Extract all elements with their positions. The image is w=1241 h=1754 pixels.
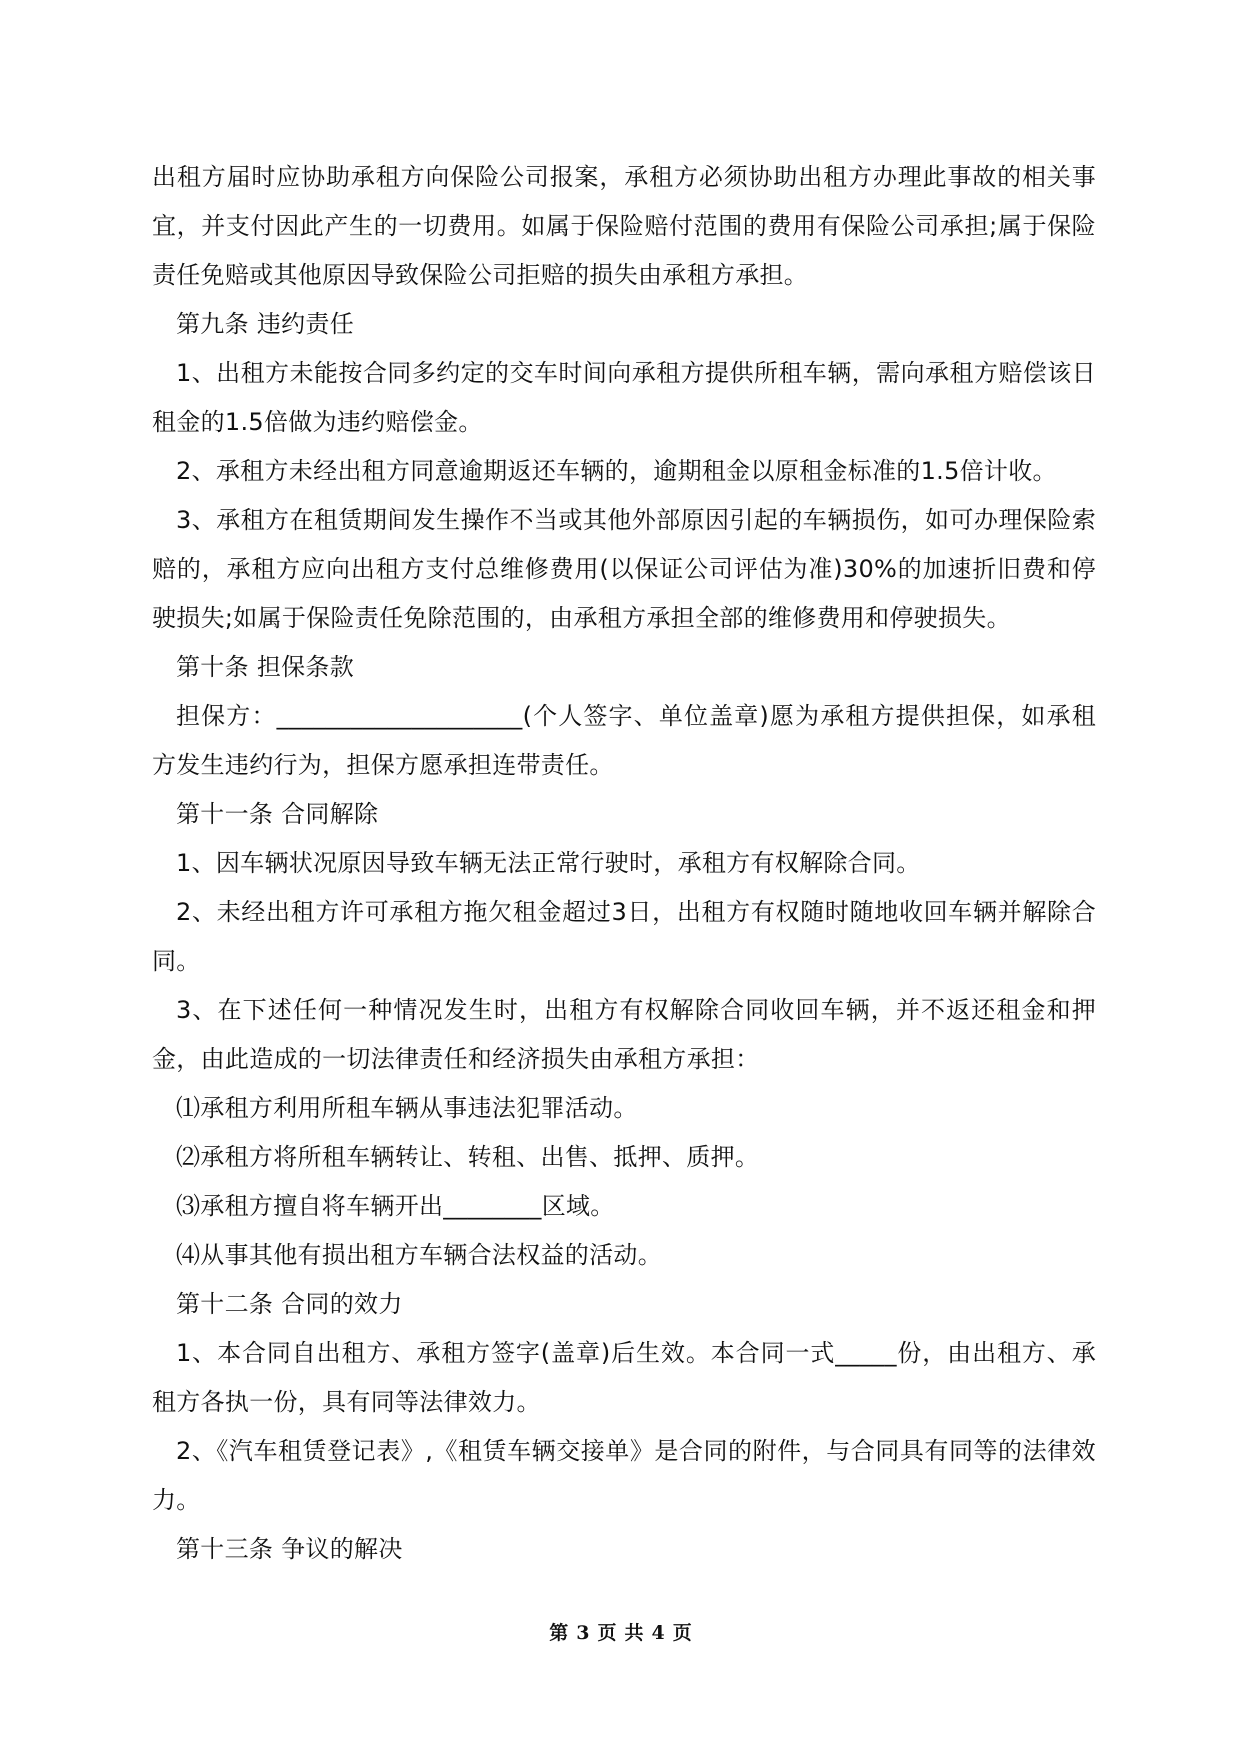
page-footer (0, 1618, 1241, 1645)
footer-current-page: 3 (576, 1622, 590, 1644)
paragraph: 出租方届时应协助承租方向保险公司报案，承租方必须协助出租方办理此事故的相关事宜，并支付因此产生的一切费用。如属于保险赔付范围的费用有保险公司承担;属于保险责任免赔或其他原因导致保险公司拒赔的损失由承租方承担。 (152, 163, 1096, 289)
paragraph: 3、在下述任何一种情况发生时，出租方有权解除合同收回车辆，并不返还租金和押金，由此造成的一切法律责任和经济损失由承租方承担： (152, 996, 1096, 1073)
paragraph: 第十二条 合同的效力 (176, 1290, 403, 1318)
paragraph: ⑴承租方利用所租车辆从事违法犯罪活动。 (176, 1094, 638, 1122)
paragraph: ⑵承租方将所租车辆转让、转租、出售、抵押、质押。 (176, 1143, 760, 1171)
paragraph: 2、承租方未经出租方同意逾期返还车辆的，逾期租金以原租金标准的1.5倍计收。 (176, 457, 1057, 485)
paragraph: 第十一条 合同解除 (176, 800, 379, 828)
footer-label-total: 共 (624, 1622, 644, 1644)
footer-total-pages: 4 (651, 1622, 665, 1644)
document-body (152, 153, 1096, 1574)
paragraph: ⑷从事其他有损出租方车辆合法权益的活动。 (176, 1241, 662, 1269)
paragraph: 1、出租方未能按合同多约定的交车时间向承租方提供所租车辆，需向承租方赔偿该日租金的1.5倍做为违约赔偿金。 (152, 359, 1096, 436)
footer-label-page: 第 (549, 1622, 569, 1644)
paragraph: 2、《汽车租赁登记表》,《租赁车辆交接单》是合同的附件，与合同具有同等的法律效力。 (152, 1437, 1096, 1514)
paragraph: 第九条 违约责任 (176, 310, 355, 338)
paragraph: 2、未经出租方许可承租方拖欠租金超过3日，出租方有权随时随地收回车辆并解除合同。 (152, 898, 1096, 975)
footer-label-total-unit: 页 (672, 1622, 692, 1644)
footer-label-page-unit: 页 (597, 1622, 617, 1644)
paragraph: 第十三条 争议的解决 (176, 1535, 403, 1563)
paragraph: ⑶承租方擅自将车辆开出________区域。 (176, 1192, 615, 1220)
paragraph: 3、承租方在租赁期间发生操作不当或其他外部原因引起的车辆损伤，如可办理保险索赔的，承租方应向出租方支付总维修费用(以保证公司评估为准)30%的加速折旧费和停驶损失;如属于保险责任免除范围的，由承租方承担全部的维修费用和停驶损失。 (152, 506, 1096, 632)
paragraph: 1、因车辆状况原因导致车辆无法正常行驶时，承租方有权解除合同。 (176, 849, 921, 877)
paragraph: 担保方：____________________(个人签字、单位盖章)愿为承租方提供担保，如承租方发生违约行为，担保方愿承担连带责任。 (152, 702, 1096, 779)
paragraph: 1、本合同自出租方、承租方签字(盖章)后生效。本合同一式_____份，由出租方、承租方各执一份，具有同等法律效力。 (152, 1339, 1096, 1416)
paragraph: 第十条 担保条款 (176, 653, 355, 681)
